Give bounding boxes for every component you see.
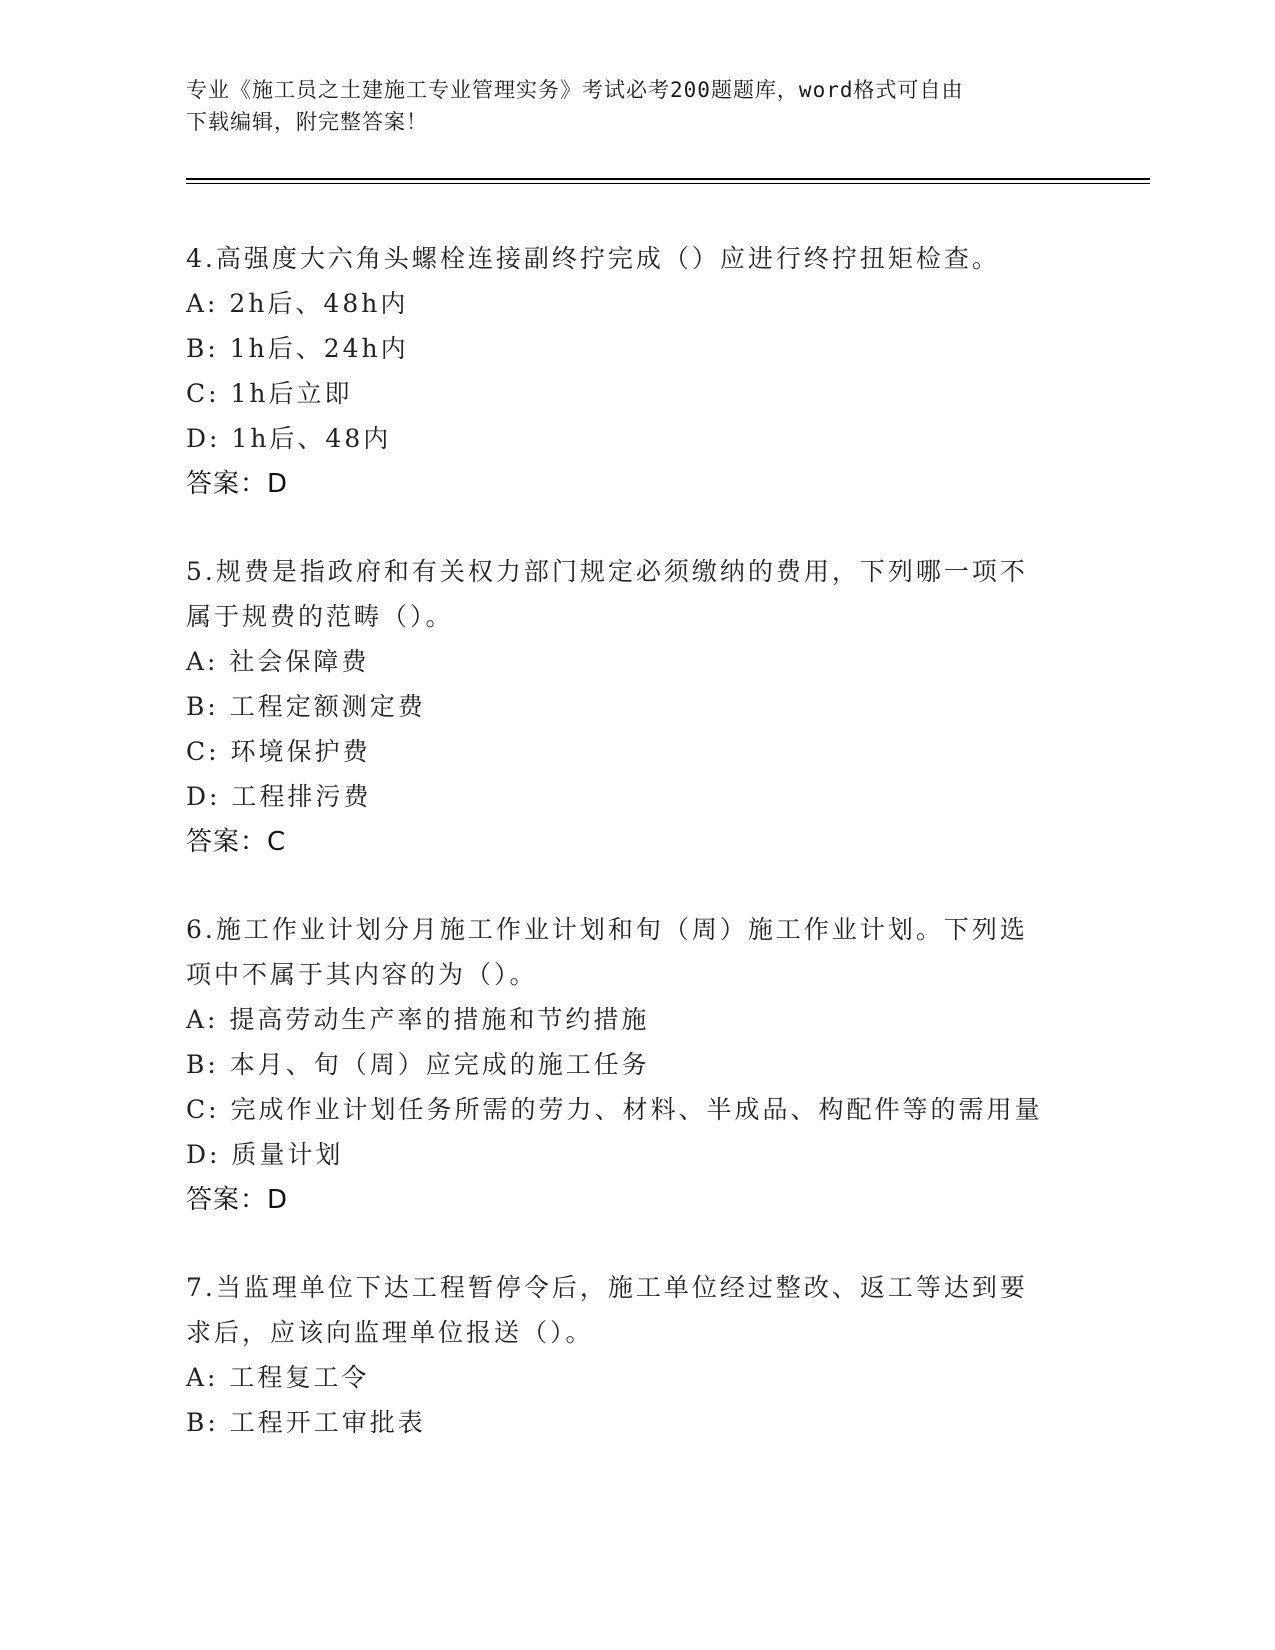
question-stem xyxy=(186,549,1086,639)
question-stem-line: 求后，应该向监理单位报送（）。 xyxy=(186,1318,594,1347)
option-a: A: 工程复工令 xyxy=(186,1363,370,1392)
option-a: A: 2h后、48h内 xyxy=(186,289,409,318)
option-b: B: 1h后、24h内 xyxy=(186,334,409,363)
header-line-1: 专业《施工员之土建施工专业管理实务》考试必考200题题库，word格式可自由 xyxy=(186,78,964,102)
option-b: B: 本月、旬（周）应完成的施工任务 xyxy=(186,1050,650,1079)
option-d: D: 1h后、48内 xyxy=(186,424,392,453)
document-header xyxy=(186,74,1086,138)
question-stem-line: 7.当监理单位下达工程暂停令后，施工单位经过整改、返工等达到要 xyxy=(186,1273,1028,1302)
question-stem xyxy=(186,1265,1086,1355)
question-list xyxy=(186,236,1086,1487)
question-stem xyxy=(186,907,1086,997)
option-a: A: 社会保障费 xyxy=(186,647,370,676)
header-divider-thin xyxy=(186,183,1150,184)
question-stem xyxy=(186,236,1086,281)
question-item xyxy=(186,907,1086,1223)
option-d: D: 质量计划 xyxy=(186,1140,344,1169)
header-divider xyxy=(186,178,1150,180)
question-stem-line: 5.规费是指政府和有关权力部门规定必须缴纳的费用，下列哪一项不 xyxy=(186,557,1028,586)
option-c: C: 完成作业计划任务所需的劳力、材料、半成品、构配件等的需用量 xyxy=(186,1095,1043,1124)
answer-line: 答案：D xyxy=(186,1185,289,1215)
option-b: B: 工程定额测定费 xyxy=(186,692,426,721)
question-item xyxy=(186,549,1086,865)
question-stem-line: 属于规费的范畴（）。 xyxy=(186,602,454,631)
option-d: D: 工程排污费 xyxy=(186,782,372,811)
answer-line: 答案：D xyxy=(186,469,289,499)
question-item xyxy=(186,236,1086,507)
header-line-2: 下载编辑，附完整答案！ xyxy=(186,110,428,134)
option-c: C: 1h后立即 xyxy=(186,379,353,408)
option-b: B: 工程开工审批表 xyxy=(186,1408,426,1437)
question-item xyxy=(186,1265,1086,1445)
question-stem-line: 4.高强度大六角头螺栓连接副终拧完成（）应进行终拧扭矩检查。 xyxy=(186,244,1000,273)
option-a: A: 提高劳动生产率的措施和节约措施 xyxy=(186,1005,650,1034)
question-stem-line: 6.施工作业计划分月施工作业计划和旬（周）施工作业计划。下列选 xyxy=(186,915,1028,944)
answer-line: 答案：C xyxy=(186,827,287,857)
question-stem-line: 项中不属于其内容的为（）。 xyxy=(186,960,538,989)
option-c: C: 环境保护费 xyxy=(186,737,371,766)
